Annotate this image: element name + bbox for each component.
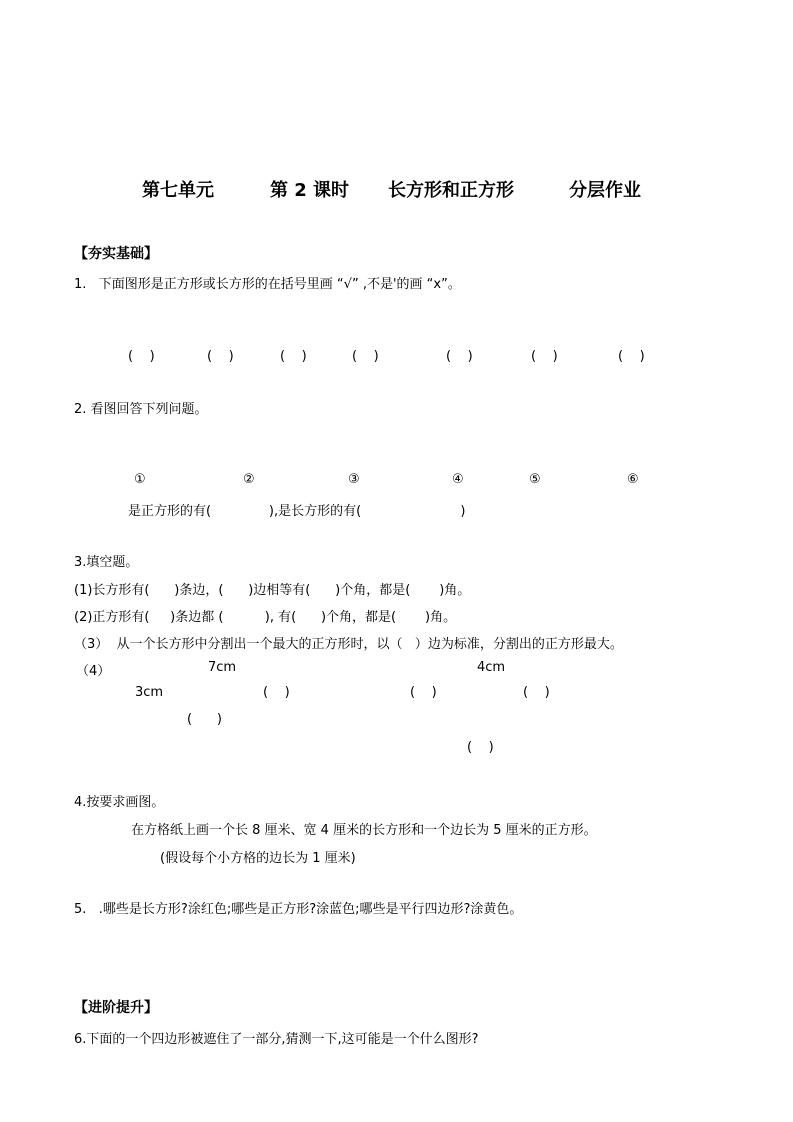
- shape-label: ⑥: [627, 472, 639, 487]
- title-unit: 第七单元: [142, 180, 214, 201]
- question-3-line-4-label: （4）: [76, 664, 111, 679]
- shape-label: ④: [452, 472, 464, 487]
- answer-paren: ( ): [410, 685, 437, 700]
- question-3: 3.填空题。: [74, 555, 139, 570]
- shape-label: ⑤: [529, 472, 541, 487]
- shape-label: ①: [134, 472, 146, 487]
- answer-paren: ( ): [207, 349, 234, 364]
- title-topic: 长方形和正方形: [388, 180, 514, 201]
- question-4: 4.按要求画图。: [74, 795, 165, 810]
- shape-label: ③: [348, 472, 360, 487]
- question-5: 5. .哪些是长方形?涂红色;哪些是正方形?涂蓝色;哪些是平行四边形?涂黄色。: [74, 902, 523, 917]
- answer-paren: ( ): [446, 349, 473, 364]
- question-4-line-2: (假设每个小方格的边长为 1 厘米): [160, 851, 356, 866]
- answer-paren: ( ): [263, 685, 290, 700]
- dimension-label-3cm: 3cm: [135, 685, 164, 700]
- question-6: 6.下面的一个四边形被遮住了一部分,猜测一下,这可能是一个什么图形?: [74, 1032, 479, 1047]
- answer-paren: ( ): [467, 740, 494, 755]
- answer-paren: ( ): [531, 349, 558, 364]
- question-3-line-1: (1)长方形有( )条边，( )边相等有( )个角，都是( )角。: [74, 583, 471, 598]
- answer-paren: ( ): [187, 712, 222, 727]
- question-2-answer-line: 是正方形的有( ),是长方形的有( ): [128, 504, 466, 519]
- title-kind: 分层作业: [569, 180, 641, 201]
- dimension-label-4cm: 4cm: [477, 660, 506, 675]
- section-heading-advanced: 【进阶提升】: [74, 1000, 158, 1016]
- title-lesson: 第 2 课时: [270, 180, 350, 201]
- answer-paren: ( ): [128, 349, 155, 364]
- question-2: 2. 看图回答下列问题。: [74, 402, 208, 417]
- question-3-line-3: （3） 从一个长方形中分割出一个最大的正方形时，以（ ）边为标准，分割出的正方形最大。: [74, 637, 623, 652]
- section-heading-basic: 【夯实基础】: [74, 246, 158, 262]
- question-1: 1. 下面图形是正方形或长方形的在括号里画 “√” ,不是'的画 “x”。: [74, 277, 461, 292]
- question-4-line-1: 在方格纸上画一个长 8 厘米、宽 4 厘米的长方形和一个边长为 5 厘米的正方形。: [131, 823, 597, 838]
- answer-paren: ( ): [618, 349, 645, 364]
- answer-paren: ( ): [352, 349, 379, 364]
- shape-label: ②: [243, 472, 255, 487]
- answer-paren: ( ): [523, 685, 550, 700]
- dimension-label-7cm: 7cm: [208, 660, 237, 675]
- question-3-line-2: (2)正方形有( )条边都 ( ), 有( )个角，都是( )角。: [74, 610, 457, 625]
- answer-paren: ( ): [280, 349, 307, 364]
